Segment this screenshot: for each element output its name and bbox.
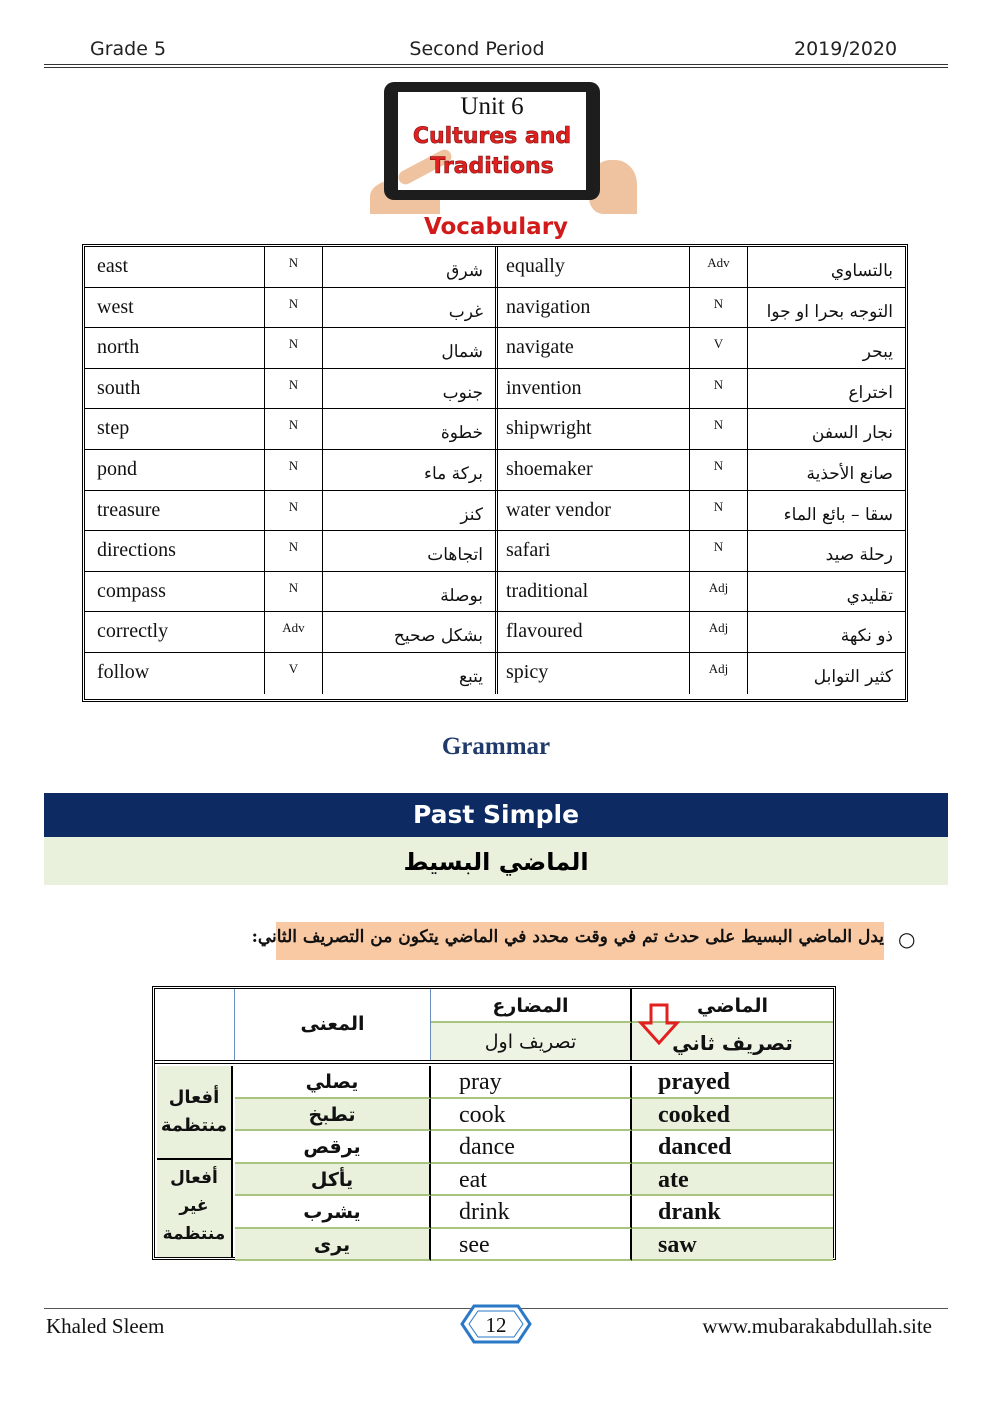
vocab-cell-ar1: بركة ماء	[323, 450, 498, 490]
footer-website[interactable]: www.mubarakabdullah.site	[702, 1314, 932, 1338]
vocab-row	[85, 612, 905, 653]
vocab-cell-pos1: N	[265, 328, 323, 368]
vocab-cell-pos1: N	[265, 572, 323, 612]
vocab-cell-pos1: N	[265, 531, 323, 571]
header-period: Second Period	[409, 38, 545, 60]
rule-text: يدل الماضي البسيط على حدث تم في وقت محدد في الماضي يتكون من التصريف الثاني:	[251, 927, 884, 947]
vocab-cell-pos2: Adj	[690, 653, 748, 694]
vocab-cell-en1: south	[85, 369, 265, 409]
vocab-row	[85, 653, 905, 694]
vocab-cell-ar1: جنوب	[323, 369, 498, 409]
past-cell: danced	[632, 1131, 833, 1164]
vocab-cell-en2: traditional	[498, 572, 690, 612]
vocab-row	[85, 369, 905, 410]
meaning-cell: يرقص	[235, 1131, 431, 1164]
vocab-row	[85, 491, 905, 532]
vocab-cell-en1: directions	[85, 531, 265, 571]
meaning-cell: يشرب	[235, 1196, 431, 1229]
vocab-cell-pos2: Adv	[690, 247, 748, 287]
unit-title-line-2: Traditions	[430, 154, 554, 179]
footer-author: Khaled Sleem	[46, 1314, 165, 1338]
vocab-cell-en1: west	[85, 288, 265, 328]
vocab-cell-en2: equally	[498, 247, 690, 287]
vocab-cell-pos1: N	[265, 409, 323, 449]
unit-number: Unit 6	[460, 93, 524, 120]
past-simple-table	[152, 986, 836, 1260]
vocab-row	[85, 328, 905, 369]
present-cell: pray	[431, 1066, 632, 1099]
vocab-cell-ar2: بالتساوي	[830, 261, 893, 281]
vocab-cell-ar2: رحلة صيد	[825, 545, 893, 566]
vocab-cell-en1: east	[85, 247, 265, 287]
vocab-cell-en2: navigate	[498, 328, 690, 368]
meaning-cell: يرى	[235, 1229, 431, 1262]
vocab-cell-en2: flavoured	[498, 612, 690, 652]
group-irregular-line-2: غير	[179, 1196, 209, 1216]
vocab-cell-en2: navigation	[498, 288, 690, 328]
group-irregular-line-3: منتظمة	[162, 1224, 226, 1244]
vocab-cell-ar1: اتجاهات	[323, 531, 498, 571]
vocab-cell-ar1: شرق	[323, 247, 498, 287]
vocab-cell-pos1: N	[265, 491, 323, 531]
vocab-cell-en1: compass	[85, 572, 265, 612]
page-number: 12	[485, 1313, 507, 1337]
vocab-row	[85, 288, 905, 329]
vocab-cell-pos2: V	[690, 328, 748, 368]
vocab-cell-pos2: N	[690, 450, 748, 490]
vocab-cell-ar2: تقليدي	[846, 585, 893, 606]
vocab-cell-pos2: Adj	[690, 612, 748, 652]
past-cell: prayed	[632, 1066, 833, 1099]
col-past-header: الماضي	[632, 989, 833, 1023]
vocab-cell-en2: water vendor	[498, 491, 690, 531]
vocab-cell-ar2: اختراع	[848, 382, 893, 403]
header-rule-2	[44, 67, 948, 68]
past-cell: drank	[632, 1196, 833, 1229]
vocab-row	[85, 409, 905, 450]
vocab-cell-ar1: غرب	[323, 288, 498, 328]
present-cell: cook	[431, 1099, 632, 1132]
present-cell: eat	[431, 1164, 632, 1197]
header-divider	[155, 1060, 833, 1064]
header-grade: Grade 5	[90, 38, 167, 60]
present-cell: see	[431, 1229, 632, 1262]
vocab-cell-ar2: التوجه بحرا او جوا	[766, 301, 893, 322]
vocab-cell-ar2: سقا – بائع الماء	[783, 504, 893, 525]
vocab-cell-ar2: ذو نكهة	[840, 626, 893, 647]
vocab-cell-pos1: N	[265, 369, 323, 409]
header-year: 2019/2020	[794, 38, 898, 60]
vocab-cell-ar2: نجار السفن	[811, 423, 893, 444]
vocab-cell-pos1: N	[265, 288, 323, 328]
vocab-cell-ar1: بشكل صحيح	[323, 612, 498, 652]
group-irregular	[157, 1160, 233, 1257]
group-irregular-line-1: أفعال	[170, 1168, 218, 1188]
vocab-cell-en2: invention	[498, 369, 690, 409]
past-cell: ate	[632, 1164, 833, 1197]
vocab-cell-en1: follow	[85, 653, 265, 694]
past-cell: cooked	[632, 1099, 833, 1132]
vocab-cell-pos2: N	[690, 531, 748, 571]
meaning-cell: يصلي	[235, 1066, 431, 1099]
bullet-icon: ○	[898, 927, 916, 951]
vocab-cell-pos2: N	[690, 288, 748, 328]
vocab-cell-ar1: خطوة	[323, 409, 498, 449]
vocab-cell-ar2: كثير التوابل	[813, 667, 893, 687]
vocab-cell-pos1: N	[265, 247, 323, 287]
meaning-cell: يأكل	[235, 1164, 431, 1197]
present-cell: dance	[431, 1131, 632, 1164]
vocab-cell-ar1: شمال	[323, 328, 498, 368]
past-simple-banner: Past Simple	[44, 793, 948, 837]
vocab-row	[85, 450, 905, 491]
vocab-cell-ar2: صانع الأحذية	[806, 464, 893, 484]
vocab-cell-en1: correctly	[85, 612, 265, 652]
vocab-cell-pos2: N	[690, 369, 748, 409]
meaning-cell: تطبخ	[235, 1099, 431, 1132]
header-rule	[44, 64, 948, 65]
vocab-cell-en2: safari	[498, 531, 690, 571]
past-simple-arabic-banner: الماضي البسيط	[44, 837, 948, 885]
vocab-cell-en1: pond	[85, 450, 265, 490]
group-regular	[157, 1066, 233, 1160]
vocab-cell-pos2: Adj	[690, 572, 748, 612]
vocab-cell-pos2: N	[690, 491, 748, 531]
down-arrow-icon	[637, 1003, 681, 1047]
unit-title-line-1: Cultures and	[412, 124, 572, 149]
vocab-cell-en2: shipwright	[498, 409, 690, 449]
col-present-subheader: تصريف اول	[431, 1023, 632, 1060]
vocab-cell-en1: step	[85, 409, 265, 449]
vocab-cell-pos1: Adv	[265, 612, 323, 652]
col-meaning-header: المعنى	[235, 989, 431, 1060]
vocabulary-table	[82, 244, 908, 702]
grammar-title: Grammar	[441, 733, 551, 760]
vocabulary-title: Vocabulary	[423, 214, 569, 240]
vocab-cell-pos1: N	[265, 450, 323, 490]
vocab-cell-pos2: N	[690, 409, 748, 449]
col-present-header: المضارع	[431, 989, 632, 1023]
vocab-cell-en1: treasure	[85, 491, 265, 531]
group-regular-label: أفعال منتظمة	[160, 1087, 228, 1136]
vocab-cell-pos1: V	[265, 653, 323, 694]
vocab-cell-en2: shoemaker	[498, 450, 690, 490]
vocab-cell-en2: spicy	[498, 653, 690, 694]
vocab-cell-ar1: يتبع	[323, 653, 498, 694]
col-past-subheader: تصريف ثاني	[632, 1023, 833, 1060]
vocab-row	[85, 572, 905, 613]
present-cell: drink	[431, 1196, 632, 1229]
vocab-cell-ar1: بوصلة	[323, 572, 498, 612]
vocab-cell-ar2: يبحر	[862, 342, 893, 363]
vocab-row	[85, 247, 905, 288]
past-cell: saw	[632, 1229, 833, 1262]
vocab-row	[85, 531, 905, 572]
vocab-cell-en1: north	[85, 328, 265, 368]
table-corner	[155, 989, 235, 1060]
vocab-cell-ar1: كنز	[323, 491, 498, 531]
